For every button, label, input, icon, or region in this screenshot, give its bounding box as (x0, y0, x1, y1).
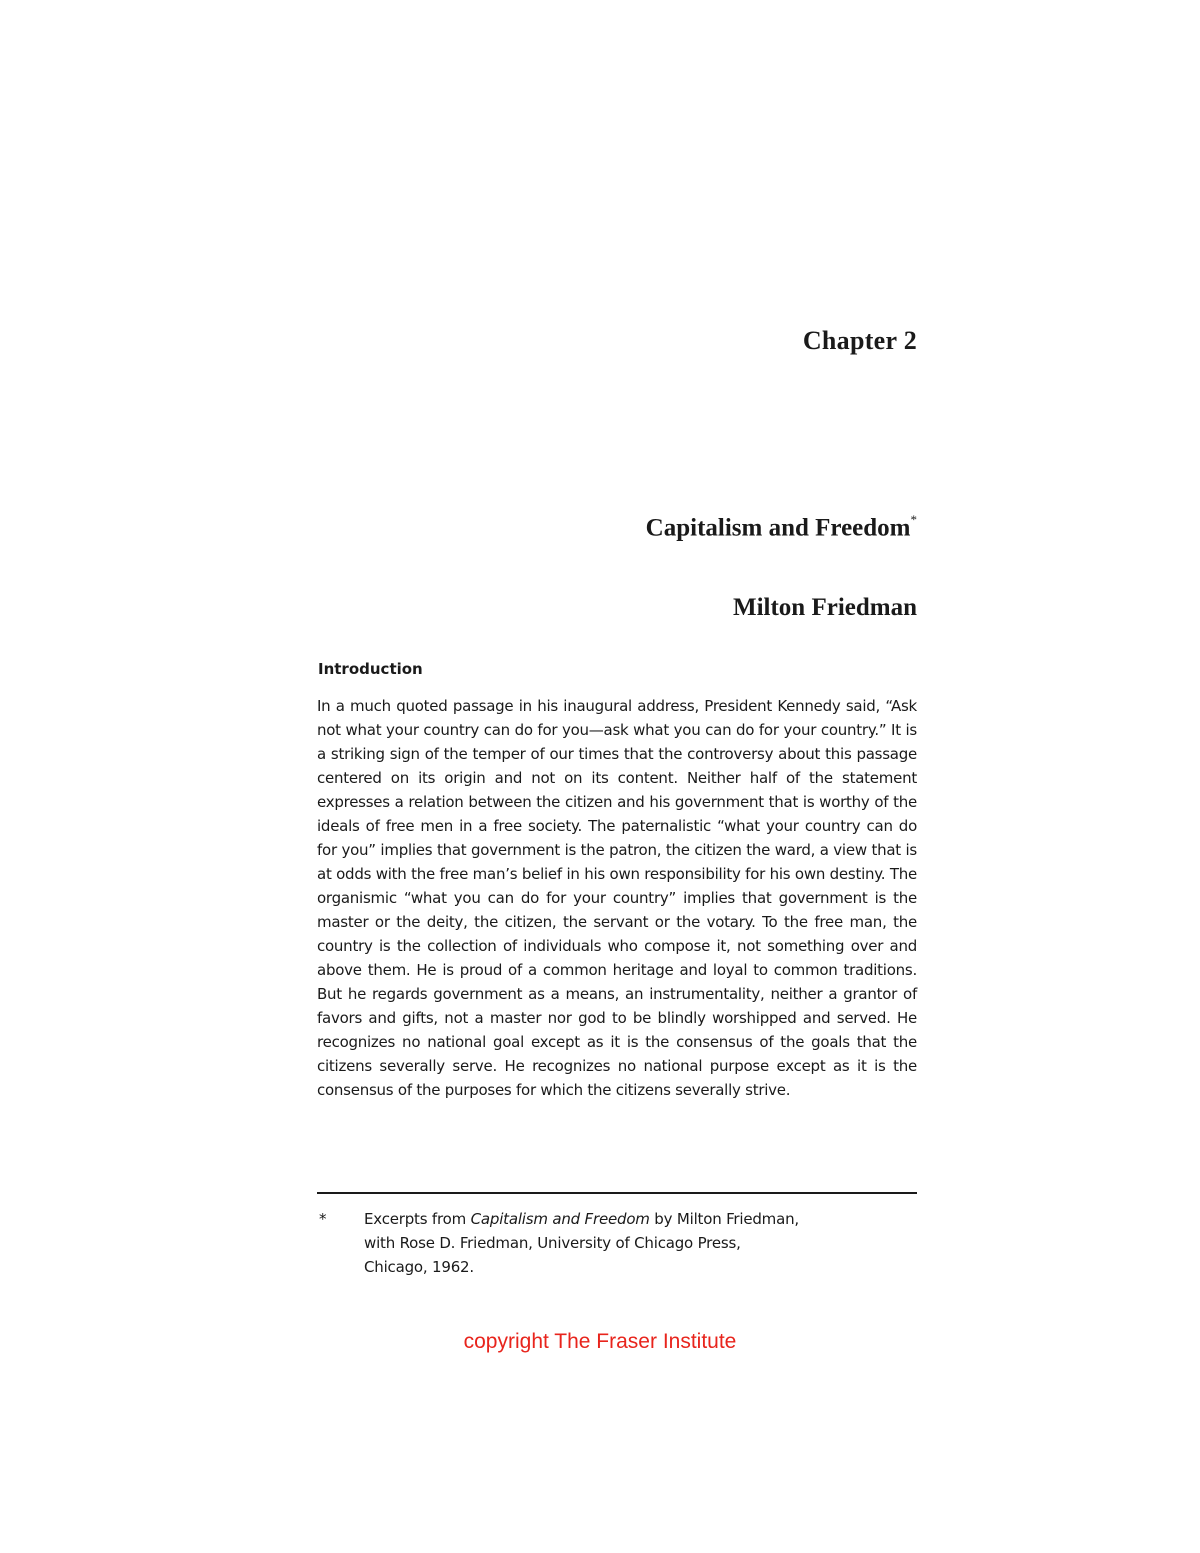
chapter-title (646, 514, 917, 542)
footnote-line-1-suffix: by Milton Friedman, (649, 1210, 799, 1228)
footnote (317, 1207, 917, 1279)
footnote-book-title: Capitalism and Freedom (470, 1210, 650, 1228)
footnote-line-1 (364, 1207, 917, 1231)
footnote-prefix: Excerpts from (364, 1210, 471, 1228)
chapter-title-text: Capitalism and Freedom (645, 514, 911, 542)
footnote-line-2: with Rose D. Friedman, University of Chicago Press, (364, 1234, 741, 1252)
body-paragraph: In a much quoted passage in his inaugural address, President Kennedy said, “Ask not what your country can do for you—ask what you can do for your country.” It is a striking sign of the temper of our times that the controversy about this passage centered on its origin and not on its content. Neither half of the statement expresses a relation between the citizen and his government that is worthy of the ideals of free men in a free society. The paternalistic “what your country can do for you” implies that government is the patron, the citizen the ward, a view that is at odds with the free man’s belief in his own responsibility for his own destiny. The organismic “what you can do for your country” implies that government is the master or the deity, the citizen, the servant or the votary. To the free man, the country is the collection of individuals who compose it, not something over and above them. He is proud of a common heritage and loyal to common traditions. But he regards government as a means, an instrumentality, neither a grantor of favors and gifts, not a master nor god to be blindly worshipped and served. He recognizes no national goal except as it is the consensus of the goals that the citizens severally serve. He recognizes no national purpose except as it is the consensus of the purposes for which the citizens severally strive. (317, 697, 917, 1099)
footnote-mark: * (319, 1210, 327, 1228)
author-name: Milton Friedman (732, 594, 917, 621)
footnote-body (364, 1207, 917, 1279)
footnote-line-3: Chicago, 1962. (364, 1258, 474, 1276)
title-footnote-mark[interactable]: * (910, 512, 917, 527)
chapter-label: Chapter 2 (802, 326, 917, 355)
copyright-watermark: copyright The Fraser Institute (463, 1330, 737, 1353)
footnote-divider (317, 1192, 917, 1194)
section-heading: Introduction (318, 660, 423, 678)
